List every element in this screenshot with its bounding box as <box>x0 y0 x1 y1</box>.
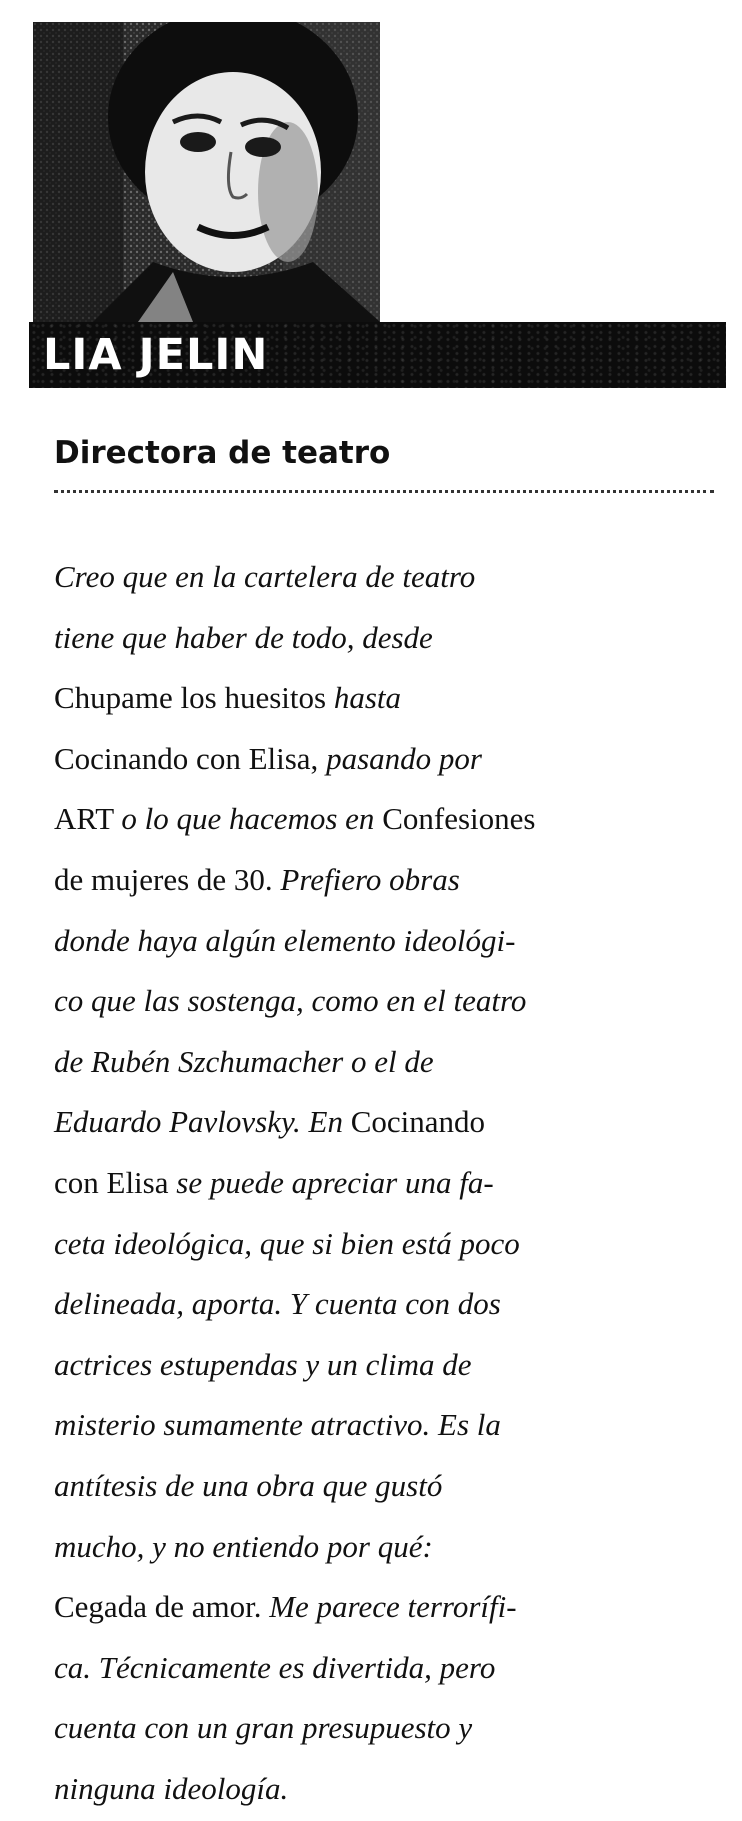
article-line <box>54 911 734 972</box>
article-text-italic: cuenta con un gran presupuesto y <box>54 1710 473 1746</box>
article-line <box>54 1395 734 1456</box>
article-line <box>54 850 734 911</box>
article-line <box>54 1517 734 1578</box>
article-line <box>54 1577 734 1638</box>
dotted-divider <box>54 490 714 493</box>
article-text-italic: antítesis de una obra que gustó <box>54 1467 443 1503</box>
article-line <box>54 1759 734 1820</box>
article-line <box>54 971 734 1032</box>
article-text-italic: de Rubén Szchumacher o el de <box>54 1043 434 1079</box>
article-line <box>54 1698 734 1759</box>
article-text-italic: o lo que hacemos en <box>121 801 383 837</box>
person-role: Directora de teatro <box>54 435 391 471</box>
portrait-photo <box>33 22 380 322</box>
article-line <box>54 1214 734 1275</box>
article-text-roman: Cocinando <box>350 1104 486 1140</box>
article-line <box>54 608 734 669</box>
article-text-italic: misterio sumamente atractivo. Es la <box>54 1407 501 1443</box>
portrait-image <box>33 22 380 322</box>
name-banner <box>29 322 726 388</box>
article-text-italic: pasando por <box>326 740 482 776</box>
article-line <box>54 1092 734 1153</box>
article-text-italic: mucho, y no entiendo por qué: <box>54 1528 433 1564</box>
article-line <box>54 1032 734 1093</box>
article-text-italic: Creo que en la cartelera de teatro <box>54 559 476 594</box>
article-text-italic: ceta ideológica, que si bien está poco <box>54 1225 520 1261</box>
article-text-italic: co que las sostenga, como en el teatro <box>54 983 527 1019</box>
article-text-italic: se puede apreciar una fa- <box>176 1164 494 1200</box>
article-line <box>54 668 734 729</box>
article-line <box>54 1274 734 1335</box>
article-line <box>54 1456 734 1517</box>
article-text-italic: tiene que haber de todo, desde <box>54 619 433 655</box>
article-text-italic: Me parece terrorífi- <box>269 1589 517 1625</box>
article-text-italic: ninguna ideología. <box>54 1770 289 1806</box>
article-line <box>54 1335 734 1396</box>
article-line <box>54 789 734 850</box>
article-text-italic: Eduardo Pavlovsky. En <box>54 1104 351 1140</box>
article-text-italic: Prefiero obras <box>280 861 460 897</box>
article-text-roman: con Elisa <box>54 1164 177 1200</box>
article-text-roman: ART <box>54 801 122 837</box>
article-text-italic: hasta <box>333 680 402 716</box>
article-text-roman: Cegada de amor. <box>54 1589 270 1625</box>
article-line <box>54 1638 734 1699</box>
article-line <box>54 729 734 790</box>
article-text-roman: de mujeres de 30. <box>54 861 281 897</box>
article-text-roman: Confesiones <box>382 801 536 837</box>
article-body <box>54 547 734 1819</box>
article-text-roman: Chupame los huesitos <box>54 680 334 716</box>
person-name: LIA JELIN <box>43 330 269 380</box>
article-text-italic: delineada, aporta. Y cuenta con dos <box>54 1286 501 1322</box>
article-text-italic: actrices estupendas y un clima de <box>54 1346 472 1382</box>
article-line <box>54 547 734 608</box>
article-text-italic: ca. Técnicamente es divertida, pero <box>54 1649 496 1685</box>
article-line <box>54 1153 734 1214</box>
article-text-italic: donde haya algún elemento ideológi- <box>54 922 516 958</box>
article-text-roman: Cocinando con Elisa, <box>54 740 327 776</box>
